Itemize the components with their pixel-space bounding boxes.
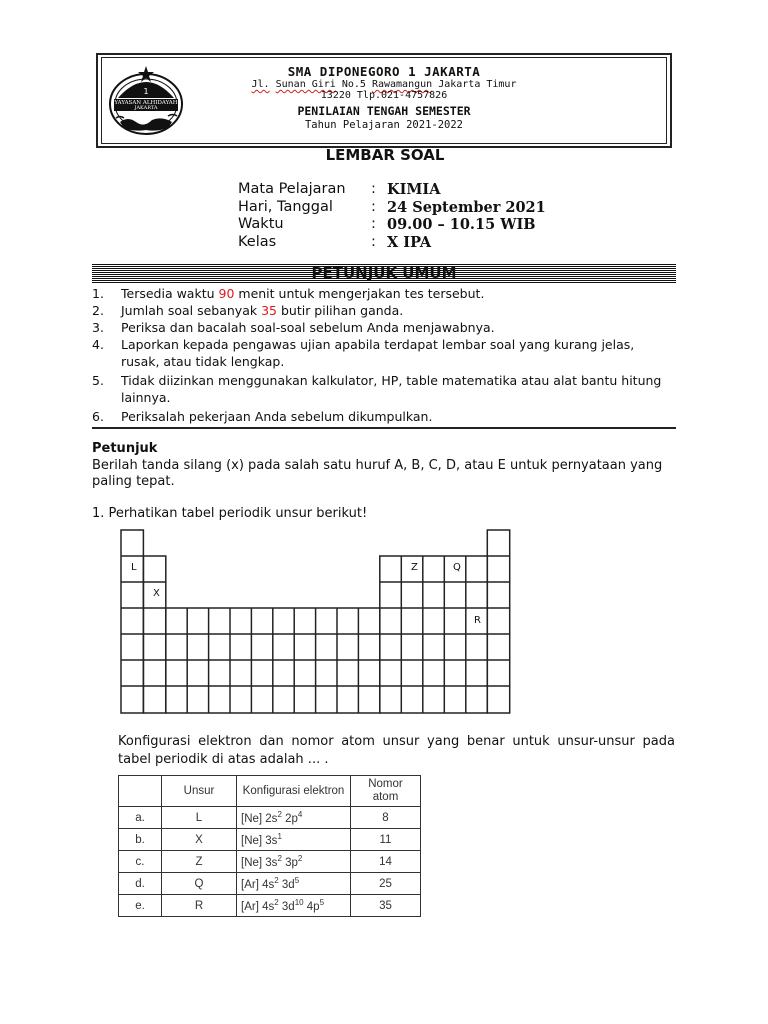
info-sep-subject: : [371, 181, 376, 197]
table-row [119, 873, 421, 895]
element-label-x: X [153, 588, 160, 599]
option-config: [Ar] $4s^2$ $3d^5$ [237, 873, 351, 895]
instruction-highlight: 35 [261, 303, 277, 318]
instruction-number: 3. [92, 320, 104, 335]
header-unsur: Unsur [162, 776, 237, 807]
periodic-table [120, 529, 512, 718]
table-row [119, 851, 421, 873]
instruction-text-pre: Tersedia waktu [121, 286, 219, 301]
header-atomic-2: atom [372, 791, 399, 803]
info-sep-date: : [371, 199, 376, 215]
table-row [119, 829, 421, 851]
option-config: [Ar] $4s^2$ $3d^{10}$ $4p^5$ [237, 895, 351, 917]
info-label-time: Waktu [238, 216, 284, 232]
instruction-number: 1. [92, 286, 104, 301]
option-letter: c. [119, 851, 162, 873]
option-config: [Ne] $2s^2$ $2p^4$ [237, 807, 351, 829]
option-unsur: L [162, 807, 237, 829]
answer-options-table [118, 775, 421, 917]
option-unsur: Q [162, 873, 237, 895]
info-sep-time: : [371, 216, 376, 232]
school-address-line2: 13220 Tlp.021-4757826 [320, 90, 448, 101]
option-config: [Ne] $3s^2$ $3p^2$ [237, 851, 351, 873]
addr-street: Sunan Giri [275, 79, 336, 90]
info-label-class: Kelas [238, 234, 277, 250]
instruction-text: Tidak diizinkan menggunakan kalkulator, HP, table matematika atau alat bantu hitung lainnya. [121, 373, 662, 405]
instruction-text [121, 302, 666, 319]
option-atomic-number: 11 [351, 829, 421, 851]
instruction-highlight: 90 [218, 286, 235, 301]
option-atomic-number: 8 [351, 807, 421, 829]
academic-year: Tahun Pelajaran 2021-2022 [304, 119, 464, 131]
info-value-class: X IPA [387, 234, 432, 251]
header-option [119, 776, 162, 807]
element-label-q: Q [453, 562, 461, 573]
element-label-z: Z [411, 562, 418, 573]
option-unsur: R [162, 895, 237, 917]
info-value-time: 09.00 – 10.15 WIB [387, 216, 536, 233]
instruction-text [121, 285, 666, 302]
logo-text-city: JAKARTA [134, 105, 158, 111]
info-sep-class: : [371, 234, 376, 250]
instruction-number: 2. [92, 303, 104, 318]
header-atomic-1: Nomor [368, 778, 403, 790]
instructions-bottom-rule [92, 427, 676, 429]
header-atomic-number [351, 776, 421, 807]
option-atomic-number: 25 [351, 873, 421, 895]
instruction-text: Periksa dan bacalah soal-soal sebelum Anda menjawabnya. [121, 320, 495, 335]
instructions-heading-text: PETUNJUK UMUM [311, 264, 457, 282]
logo-text-foundation: YAYASAN ALHIDAYAH [114, 100, 178, 106]
info-value-date: 24 September 2021 [387, 199, 546, 216]
instruction-number: 4. [92, 337, 104, 352]
option-unsur: Z [162, 851, 237, 873]
info-value-subject: KIMIA [387, 181, 441, 198]
table-header-row [119, 776, 421, 807]
school-name: SMA DIPONEGORO 1 JAKARTA [287, 64, 481, 79]
page-title: LEMBAR SOAL [325, 146, 445, 164]
option-letter: b. [119, 829, 162, 851]
svg-text:1: 1 [143, 87, 149, 96]
element-label-r: R [474, 615, 481, 626]
info-label-date: Hari, Tanggal [238, 199, 333, 215]
addr-number: No.5 [335, 79, 372, 90]
petunjuk-text: Berilah tanda silang (x) pada salah satu huruf A, B, C, D, atau E untuk pernyataan yang paling tepat. [92, 458, 663, 489]
exam-name: PENILAIAN TENGAH SEMESTER [297, 104, 471, 118]
instruction-text: Laporkan kepada pengawas ujian apabila terdapat lembar soal yang kurang jelas, rusak, atau tidak lengkap. [121, 337, 635, 369]
question-1-prompt: Konfigurasi elektron dan nomor atom unsur yang benar untuk unsur-unsur pada tabel periodik di atas adalah ... . [118, 734, 675, 767]
question-1-text: 1. Perhatikan tabel periodik unsur berikut! [92, 506, 368, 521]
instruction-text: Periksalah pekerjaan Anda sebelum dikumpulkan. [121, 409, 433, 424]
addr-city: Jakarta Timur [432, 79, 517, 90]
element-label-l: L [131, 562, 137, 573]
option-atomic-number: 14 [351, 851, 421, 873]
instruction-text-post: menit untuk mengerjakan tes tersebut. [234, 286, 485, 301]
option-atomic-number: 35 [351, 895, 421, 917]
info-label-subject: Mata Pelajaran [238, 181, 346, 197]
school-address-line1 [100, 79, 668, 90]
instruction-text-post: butir pilihan ganda. [276, 303, 404, 318]
instruction-number: 5. [92, 373, 104, 388]
table-row [119, 895, 421, 917]
option-letter: e. [119, 895, 162, 917]
option-letter: d. [119, 873, 162, 895]
table-row [119, 807, 421, 829]
periodic-table-grid [120, 529, 512, 714]
option-unsur: X [162, 829, 237, 851]
addr-district: Rawamangun [371, 79, 433, 90]
petunjuk-heading: Petunjuk [92, 441, 158, 456]
option-config: [Ne] $3s^1$ [237, 829, 351, 851]
addr-jl: Jl. [251, 79, 270, 90]
instruction-number: 6. [92, 409, 104, 424]
instruction-text-pre: Jumlah soal sebanyak [121, 303, 262, 318]
header-config: Konfigurasi elektron [237, 776, 351, 807]
option-letter: a. [119, 807, 162, 829]
instructions-heading [92, 264, 676, 282]
